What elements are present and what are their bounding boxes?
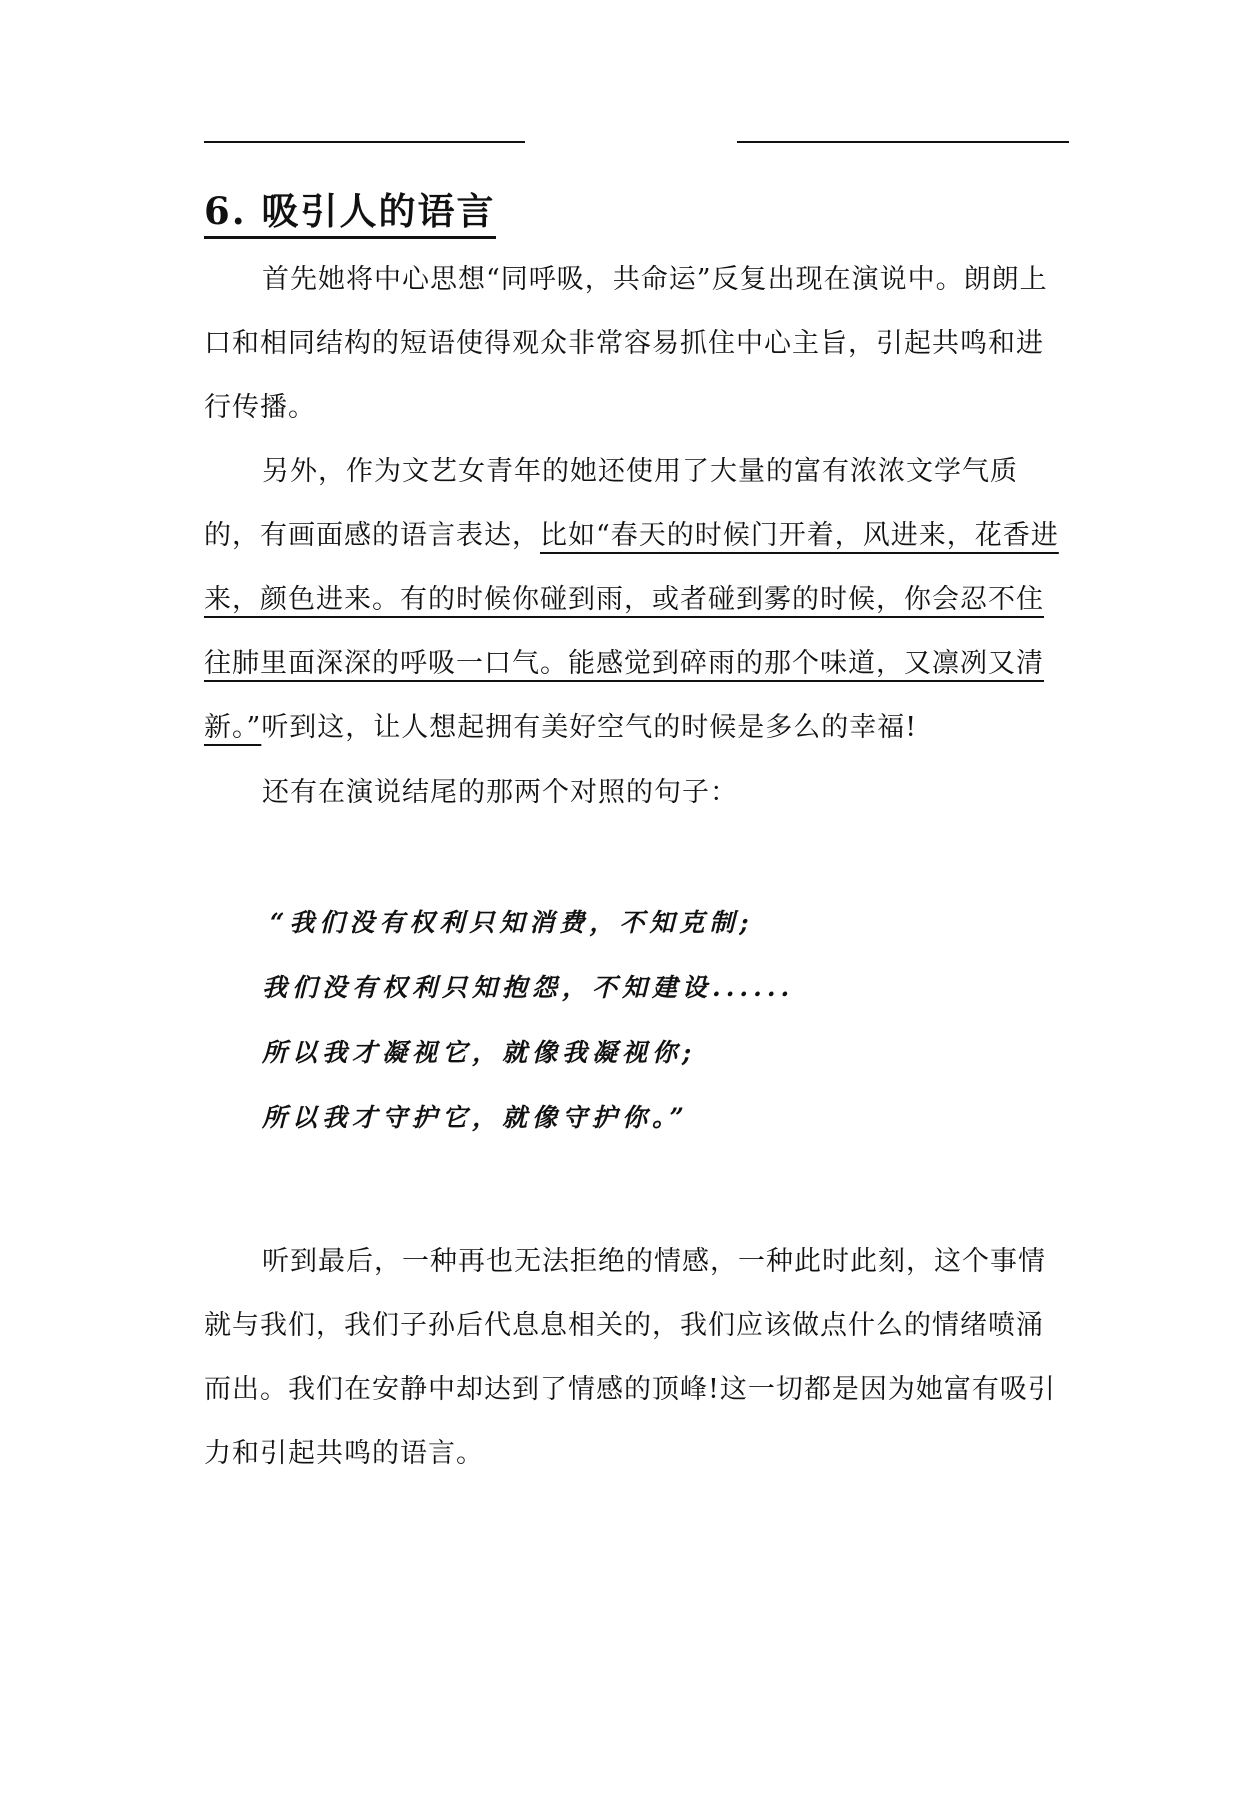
paragraph-3 <box>204 761 1066 825</box>
quote-line-2: 我们没有权利只知抱怨，不知建设...... <box>262 973 795 1002</box>
paragraph-2-intro: 另外，作为文艺女青年的她还使用了大量的富有浓浓文学气质的，有画面感的语言表达， <box>204 456 1018 551</box>
section-heading: 6. 吸引人的语言 <box>204 186 496 239</box>
paragraph-1-text: 首先她将中心思想“同呼吸，共命运”反复出现在演说中。朗朗上口和相同结构的短语使得观众非常容易抓住中心主旨，引起共鸣和进行传播。 <box>204 264 1048 423</box>
paragraph-4 <box>204 1230 1066 1486</box>
paragraph-3-text: 还有在演说结尾的那两个对照的句子： <box>262 777 738 808</box>
paragraph-4-text: 听到最后，一种再也无法拒绝的情感，一种此时此刻，这个事情就与我们，我们子孙后代息息相关的，我们应该做点什么的情绪喷涌而出。我们在安静中却达到了情感的顶峰!这一切都是因为她富有吸引力和引起共鸣的语言。 <box>204 1246 1056 1469</box>
quote-line-3: 所以我才凝视它，就像我凝视你; <box>262 1038 697 1067</box>
paragraph-1 <box>204 248 1066 440</box>
top-rule-left <box>204 141 525 143</box>
quote-line-4: 所以我才守护它，就像守护你。” <box>262 1103 689 1132</box>
quote-line-1: “我们没有权利只知消费，不知克制; <box>270 908 754 937</box>
underlined-quotation: 比如“春天的时候门开着，风进来，花香进来，颜色进来。有的时候你碰到雨，或者碰到雾的时候，你会忍不住往肺里面深深的呼吸一口气。能感觉到碎雨的那个味道，又凛冽又清新。” <box>204 520 1059 743</box>
paragraph-2 <box>204 440 1066 760</box>
top-rule-right <box>737 141 1069 143</box>
paragraph-2-conclusion: 听到这，让人想起拥有美好空气的时候是多么的幸福! <box>261 712 918 743</box>
